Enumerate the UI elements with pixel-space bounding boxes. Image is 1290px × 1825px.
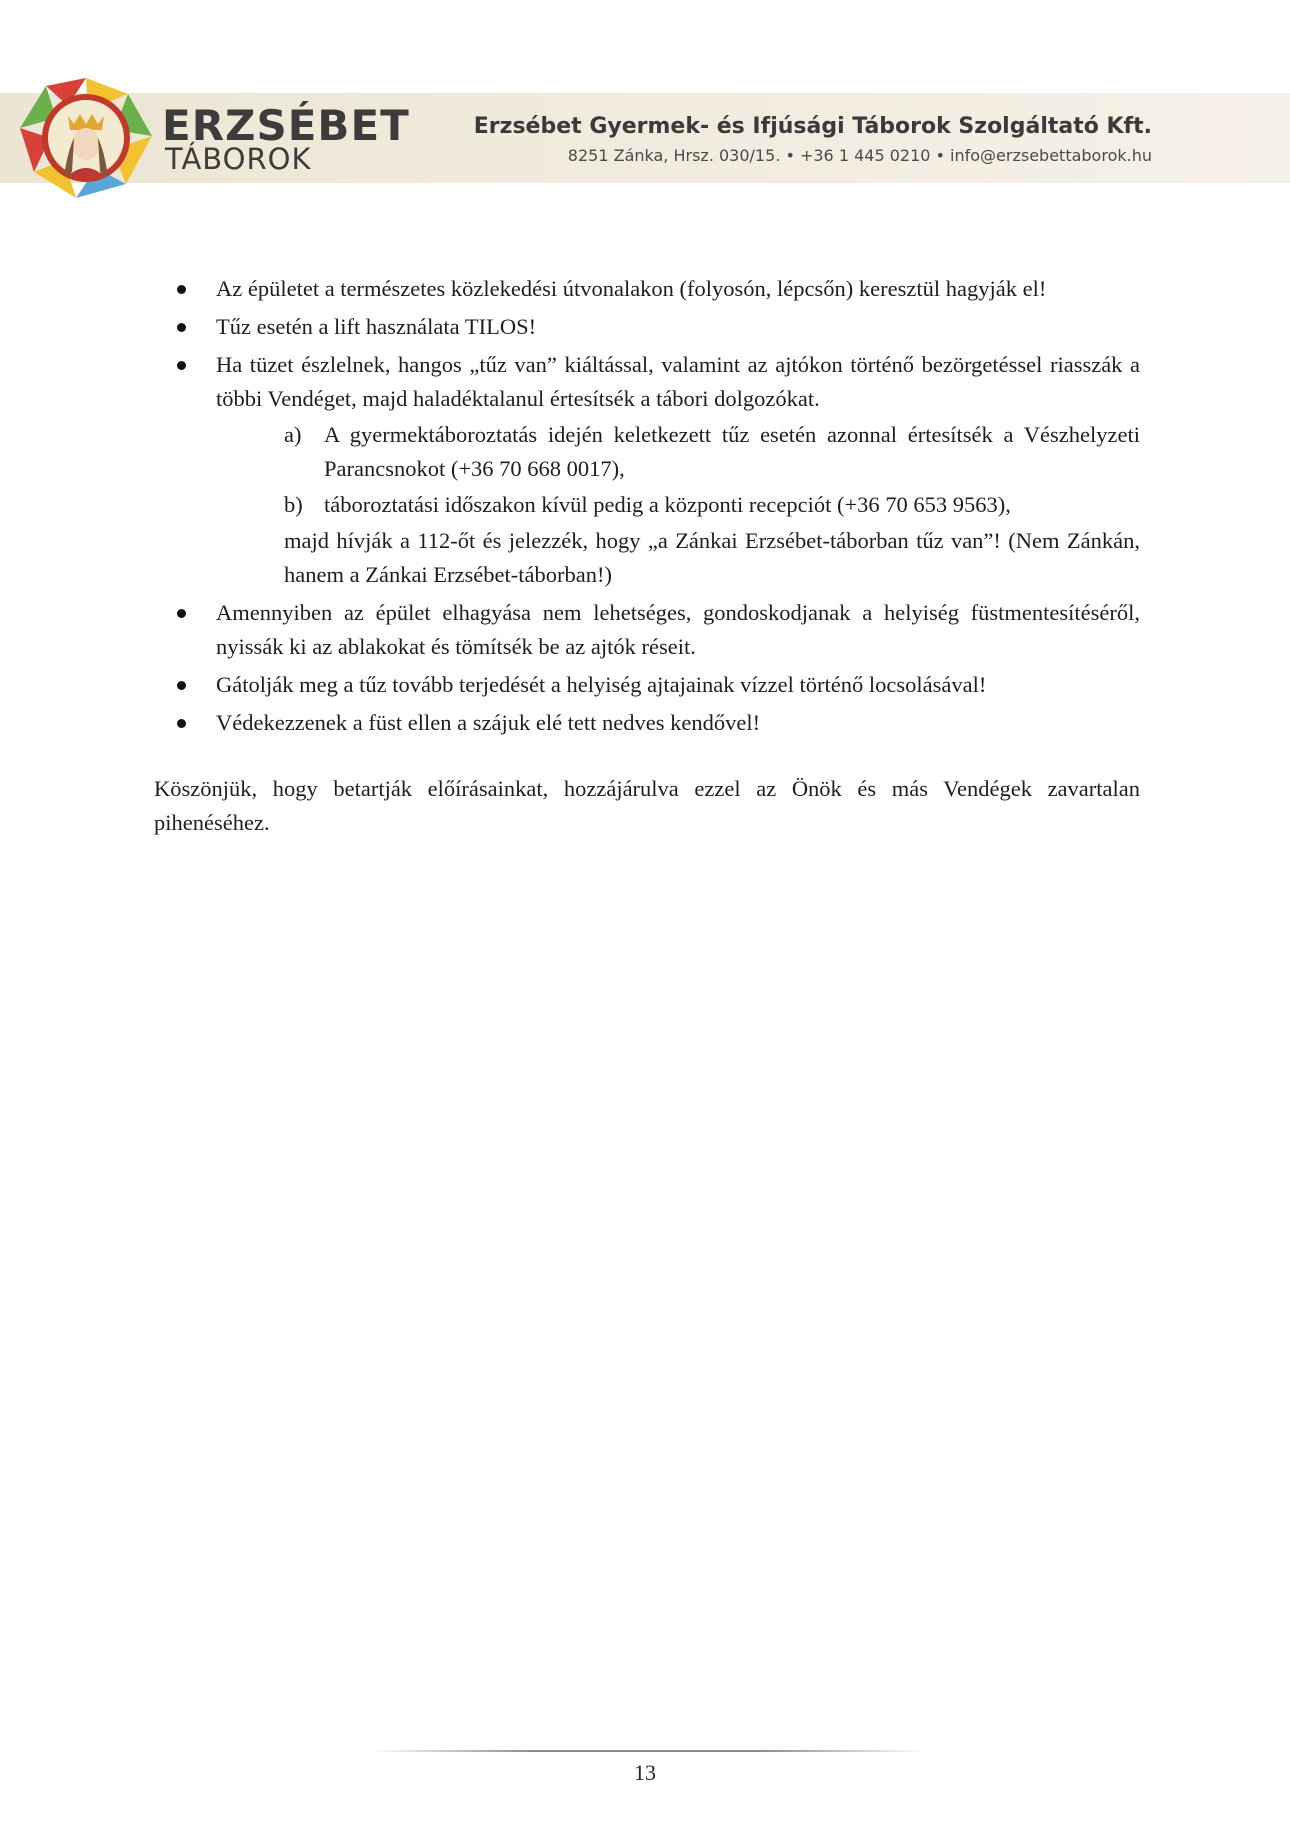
erzsebet-logo-icon (16, 72, 156, 202)
sub-item-text: A gyermektáboroztatás idején keletkezett tűz esetén azonnal értesítsék a Vészhelyzeti Parancsnokot (+36 70 668 0017), (324, 422, 1140, 481)
sub-item-text: táboroztatási időszakon kívül pedig a központi recepciót (+36 70 653 9563), (324, 492, 1011, 517)
sub-item-marker: b) (284, 492, 303, 517)
emergency-note: majd hívják a 112-őt és jelezzék, hogy „a Zánkai Erzsébet-táborban tűz van”! (Nem Zánkán, hanem a Zánkai Erzsébet-táborban!) (284, 528, 1140, 587)
page-number: 13 (634, 1760, 656, 1785)
footer-divider (370, 1750, 925, 1752)
company-contact: 8251 Zánka, Hrsz. 030/15. • +36 1 445 0210 • info@erzsebettaborok.hu (567, 146, 1152, 165)
sub-item (216, 488, 1140, 522)
bullet-item: Gátolják meg a tűz tovább terjedését a helyiség ajtajainak vízzel történő locsolásával! (154, 668, 1140, 702)
brand-name: ERZSÉBET (162, 101, 410, 150)
bullet-item (154, 348, 1140, 592)
closing-paragraph: Köszönjük, hogy betartják előírásainkat, hozzájárulva ezzel az Önök és más Vendégek zavartalan pihenéséhez. (154, 776, 1140, 835)
brand-subtitle: TÁBOROK (165, 142, 312, 176)
sub-item (216, 418, 1140, 486)
bullet-item: Amennyiben az épület elhagyása nem lehetséges, gondoskodjanak a helyiség füstmentesítéséről, nyissák ki az ablakokat és tömítsék be az ajtók réseit. (154, 596, 1140, 664)
bullet-item: Az épületet a természetes közlekedési útvonalakon (folyosón, lépcsőn) keresztül hagyják el! (154, 272, 1140, 306)
bullet-item: Tűz esetén a lift használata TILOS! (154, 310, 1140, 344)
bullet-text: Ha tüzet észlelnek, hangos „tűz van” kiáltással, valamint az ajtókon történő bezörgetéssel riasszák a többi Vendéget, majd haladéktalanul értesítsék a tábori dolgozókat. (216, 352, 1140, 411)
company-name: Erzsébet Gyermek- és Ifjúsági Táborok Szolgáltató Kft. (473, 114, 1152, 139)
bullet-item: Védekezzenek a füst ellen a szájuk elé tett nedves kendővel! (154, 706, 1140, 740)
sub-item-marker: a) (284, 422, 302, 447)
document-body (154, 272, 1140, 840)
